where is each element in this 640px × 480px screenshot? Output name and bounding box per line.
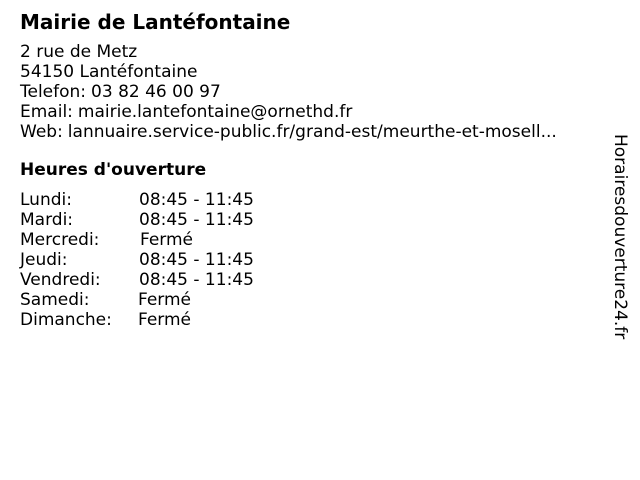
hours-value: 08:45 - 11:45 <box>139 250 254 270</box>
site-watermark: Horairesdouverture24.fr <box>610 134 630 340</box>
day-label: Mercredi: <box>20 230 100 250</box>
business-card <box>20 10 600 330</box>
hours-row-dimanche <box>20 310 600 330</box>
web-link[interactable]: lannuaire.service-public.fr/grand-est/meurthe-et-mosell... <box>67 122 557 142</box>
city-address: 54150 Lantéfontaine <box>20 62 198 82</box>
email-link[interactable]: mairie.lantefontaine@ornethd.fr <box>77 102 353 122</box>
hours-table <box>20 190 600 330</box>
day-label: Mardi: <box>20 210 74 230</box>
hours-value: 08:45 - 11:45 <box>139 270 254 290</box>
day-label: Vendredi: <box>20 270 101 290</box>
hours-value: 08:45 - 11:45 <box>139 210 254 230</box>
day-label: Jeudi: <box>20 250 68 270</box>
hours-row-samedi <box>20 290 600 310</box>
day-label: Dimanche: <box>20 310 112 330</box>
phone-number[interactable]: 03 82 46 00 97 <box>91 82 221 102</box>
phone-label: Telefon: <box>20 82 87 102</box>
day-label: Samedi: <box>20 290 90 310</box>
address-block <box>20 42 600 142</box>
hours-row-mardi <box>20 210 600 230</box>
street-address: 2 rue de Metz <box>20 42 138 62</box>
hours-row-lundi <box>20 190 600 210</box>
hours-value: 08:45 - 11:45 <box>139 190 254 210</box>
hours-row-jeudi <box>20 250 600 270</box>
hours-value: Fermé <box>140 230 194 250</box>
page-title: Mairie de Lantéfontaine <box>20 10 291 34</box>
web-label: Web: <box>20 122 63 142</box>
hours-value: Fermé <box>138 290 192 310</box>
email-label: Email: <box>20 102 73 122</box>
hours-heading: Heures d'ouverture <box>20 160 207 180</box>
web-line <box>20 122 600 142</box>
hours-value: Fermé <box>138 310 192 330</box>
hours-row-vendredi <box>20 270 600 290</box>
hours-row-mercredi <box>20 230 600 250</box>
day-label: Lundi: <box>20 190 72 210</box>
phone-line <box>20 82 600 102</box>
email-line <box>20 102 600 122</box>
